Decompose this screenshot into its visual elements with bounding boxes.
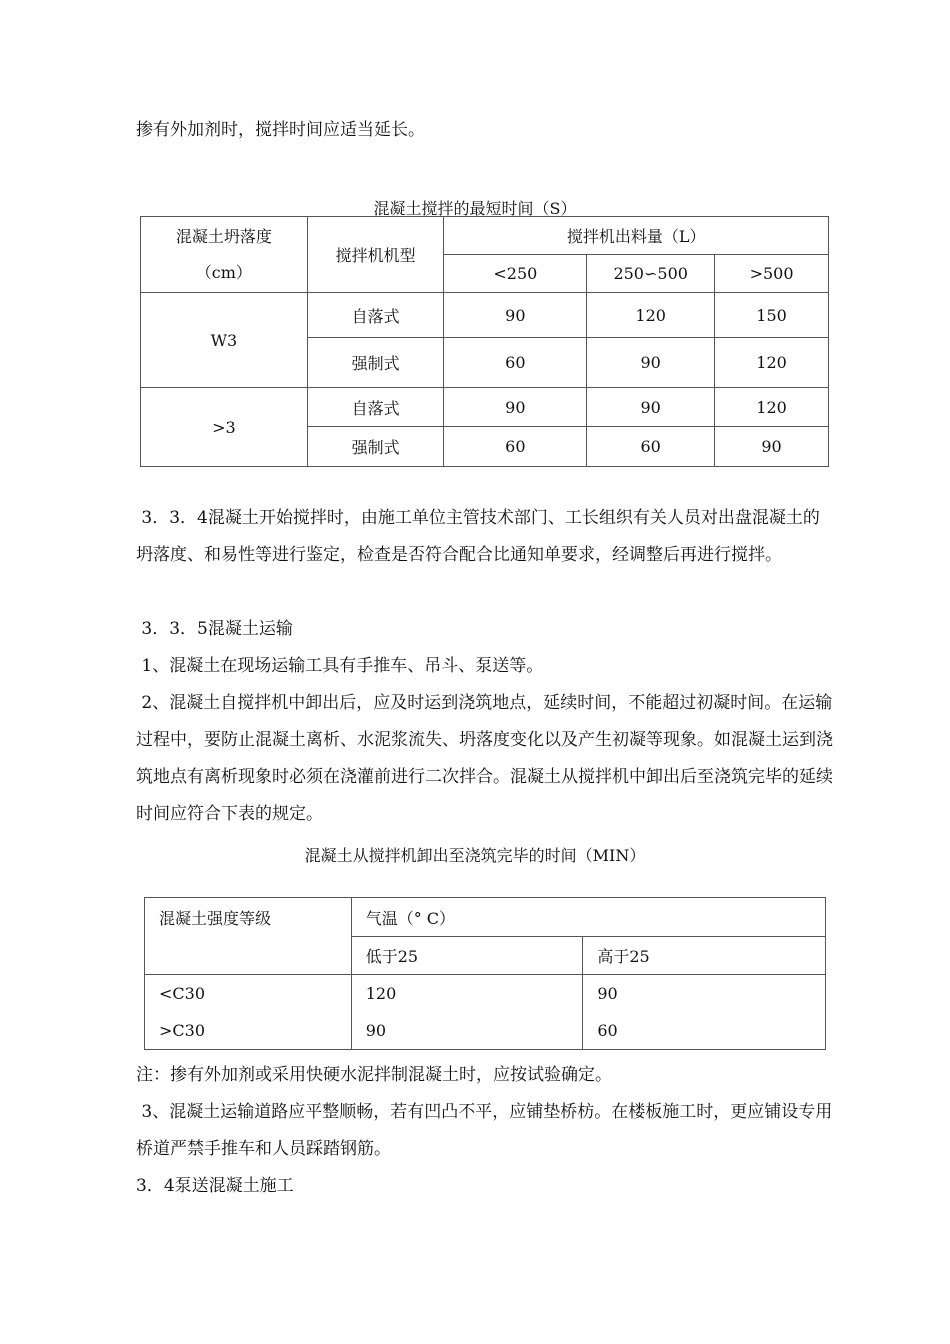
mixer-type-cell: 强制式 — [307, 338, 444, 388]
subheader-temperature: 高于25 — [583, 937, 826, 975]
time-cell: 90 — [583, 975, 826, 1013]
transport-time-table — [144, 897, 826, 1050]
time-cell: 60 — [583, 1013, 826, 1050]
subheader-output: 250∽500 — [587, 255, 715, 293]
mixer-type-cell: 自落式 — [307, 388, 444, 427]
paragraph-3-3-4: 3．3．4混凝土开始搅拌时，由施工单位主管技术部门、工长组织有关人员对出盘混凝土的坍落度、和易性等进行鉴定，检查是否符合配合比通知单要求，经调整后再进行搅拌。 — [136, 508, 820, 565]
table-row — [145, 975, 826, 1013]
time-cell: 120 — [715, 338, 829, 388]
time-cell: 60 — [587, 427, 715, 467]
table2-note: 注：掺有外加剂或采用快硬水泥拌制混凝土时，应按试验确定。 — [136, 1065, 612, 1085]
time-cell: 90 — [587, 388, 715, 427]
paragraph-intro: 掺有外加剂时，搅拌时间应适当延长。 — [136, 120, 425, 140]
time-cell: 60 — [444, 427, 587, 467]
mixing-time-table — [140, 216, 829, 467]
time-cell: 90 — [444, 388, 587, 427]
table-row — [145, 1013, 826, 1050]
subheader-output: >500 — [715, 255, 829, 293]
header-slump — [141, 217, 308, 293]
paragraph-item-2: 2、混凝土自搅拌机中卸出后，应及时运到浇筑地点，延续时间，不能超过初凝时间。在运输过程中，要防止混凝土离析、水泥浆流失、坍落度变化以及产生初凝等现象。如混凝土运到浇筑地点有离析现象时必须在浇灌前进行二次拌合。混凝土从搅拌机中卸出后至浇筑完毕的延续时间应符合下表的规定。 — [136, 693, 833, 824]
section-heading-3-3-5: 3．3．5混凝土运输 — [136, 619, 293, 639]
slump-cell: >3 — [141, 388, 308, 467]
header-mixer-type: 搅拌机机型 — [307, 217, 444, 293]
section-heading-3-4: 3．4泵送混凝土施工 — [136, 1176, 294, 1196]
header-temperature: 气温（° C） — [351, 898, 825, 937]
grade-cell: >C30 — [145, 1013, 352, 1050]
table-row — [141, 388, 829, 427]
time-cell: 90 — [351, 1013, 583, 1050]
time-cell: 90 — [587, 338, 715, 388]
time-cell: 120 — [715, 388, 829, 427]
paragraph-item-3: 3、混凝土运输道路应平整顺畅，若有凹凸不平，应铺垫桥枋。在楼板施工时，更应铺设专用桥道严禁手推车和人员踩踏钢筋。 — [136, 1102, 833, 1159]
header-slump-label: 混凝土坍落度 （cm） — [175, 226, 272, 282]
subheader-temperature: 低于25 — [351, 937, 583, 975]
grade-cell: <C30 — [145, 975, 352, 1013]
table2-caption: 混凝土从搅拌机卸出至浇筑完毕的时间（MIN） — [304, 846, 646, 865]
table-row — [141, 293, 829, 338]
time-cell: 90 — [444, 293, 587, 338]
header-strength-grade: 混凝土强度等级 — [145, 898, 352, 975]
time-cell: 120 — [587, 293, 715, 338]
mixer-type-cell: 强制式 — [307, 427, 444, 467]
time-cell: 90 — [715, 427, 829, 467]
paragraph-item-1: 1、混凝土在现场运输工具有手推车、吊斗、泵送等。 — [136, 656, 544, 676]
slump-cell: W3 — [141, 293, 308, 388]
time-cell: 60 — [444, 338, 587, 388]
table1-caption: 混凝土搅拌的最短时间（S） — [373, 199, 577, 218]
header-output: 搅拌机出料量（L） — [444, 217, 829, 255]
subheader-output: <250 — [444, 255, 587, 293]
time-cell: 150 — [715, 293, 829, 338]
mixer-type-cell: 自落式 — [307, 293, 444, 338]
time-cell: 120 — [351, 975, 583, 1013]
